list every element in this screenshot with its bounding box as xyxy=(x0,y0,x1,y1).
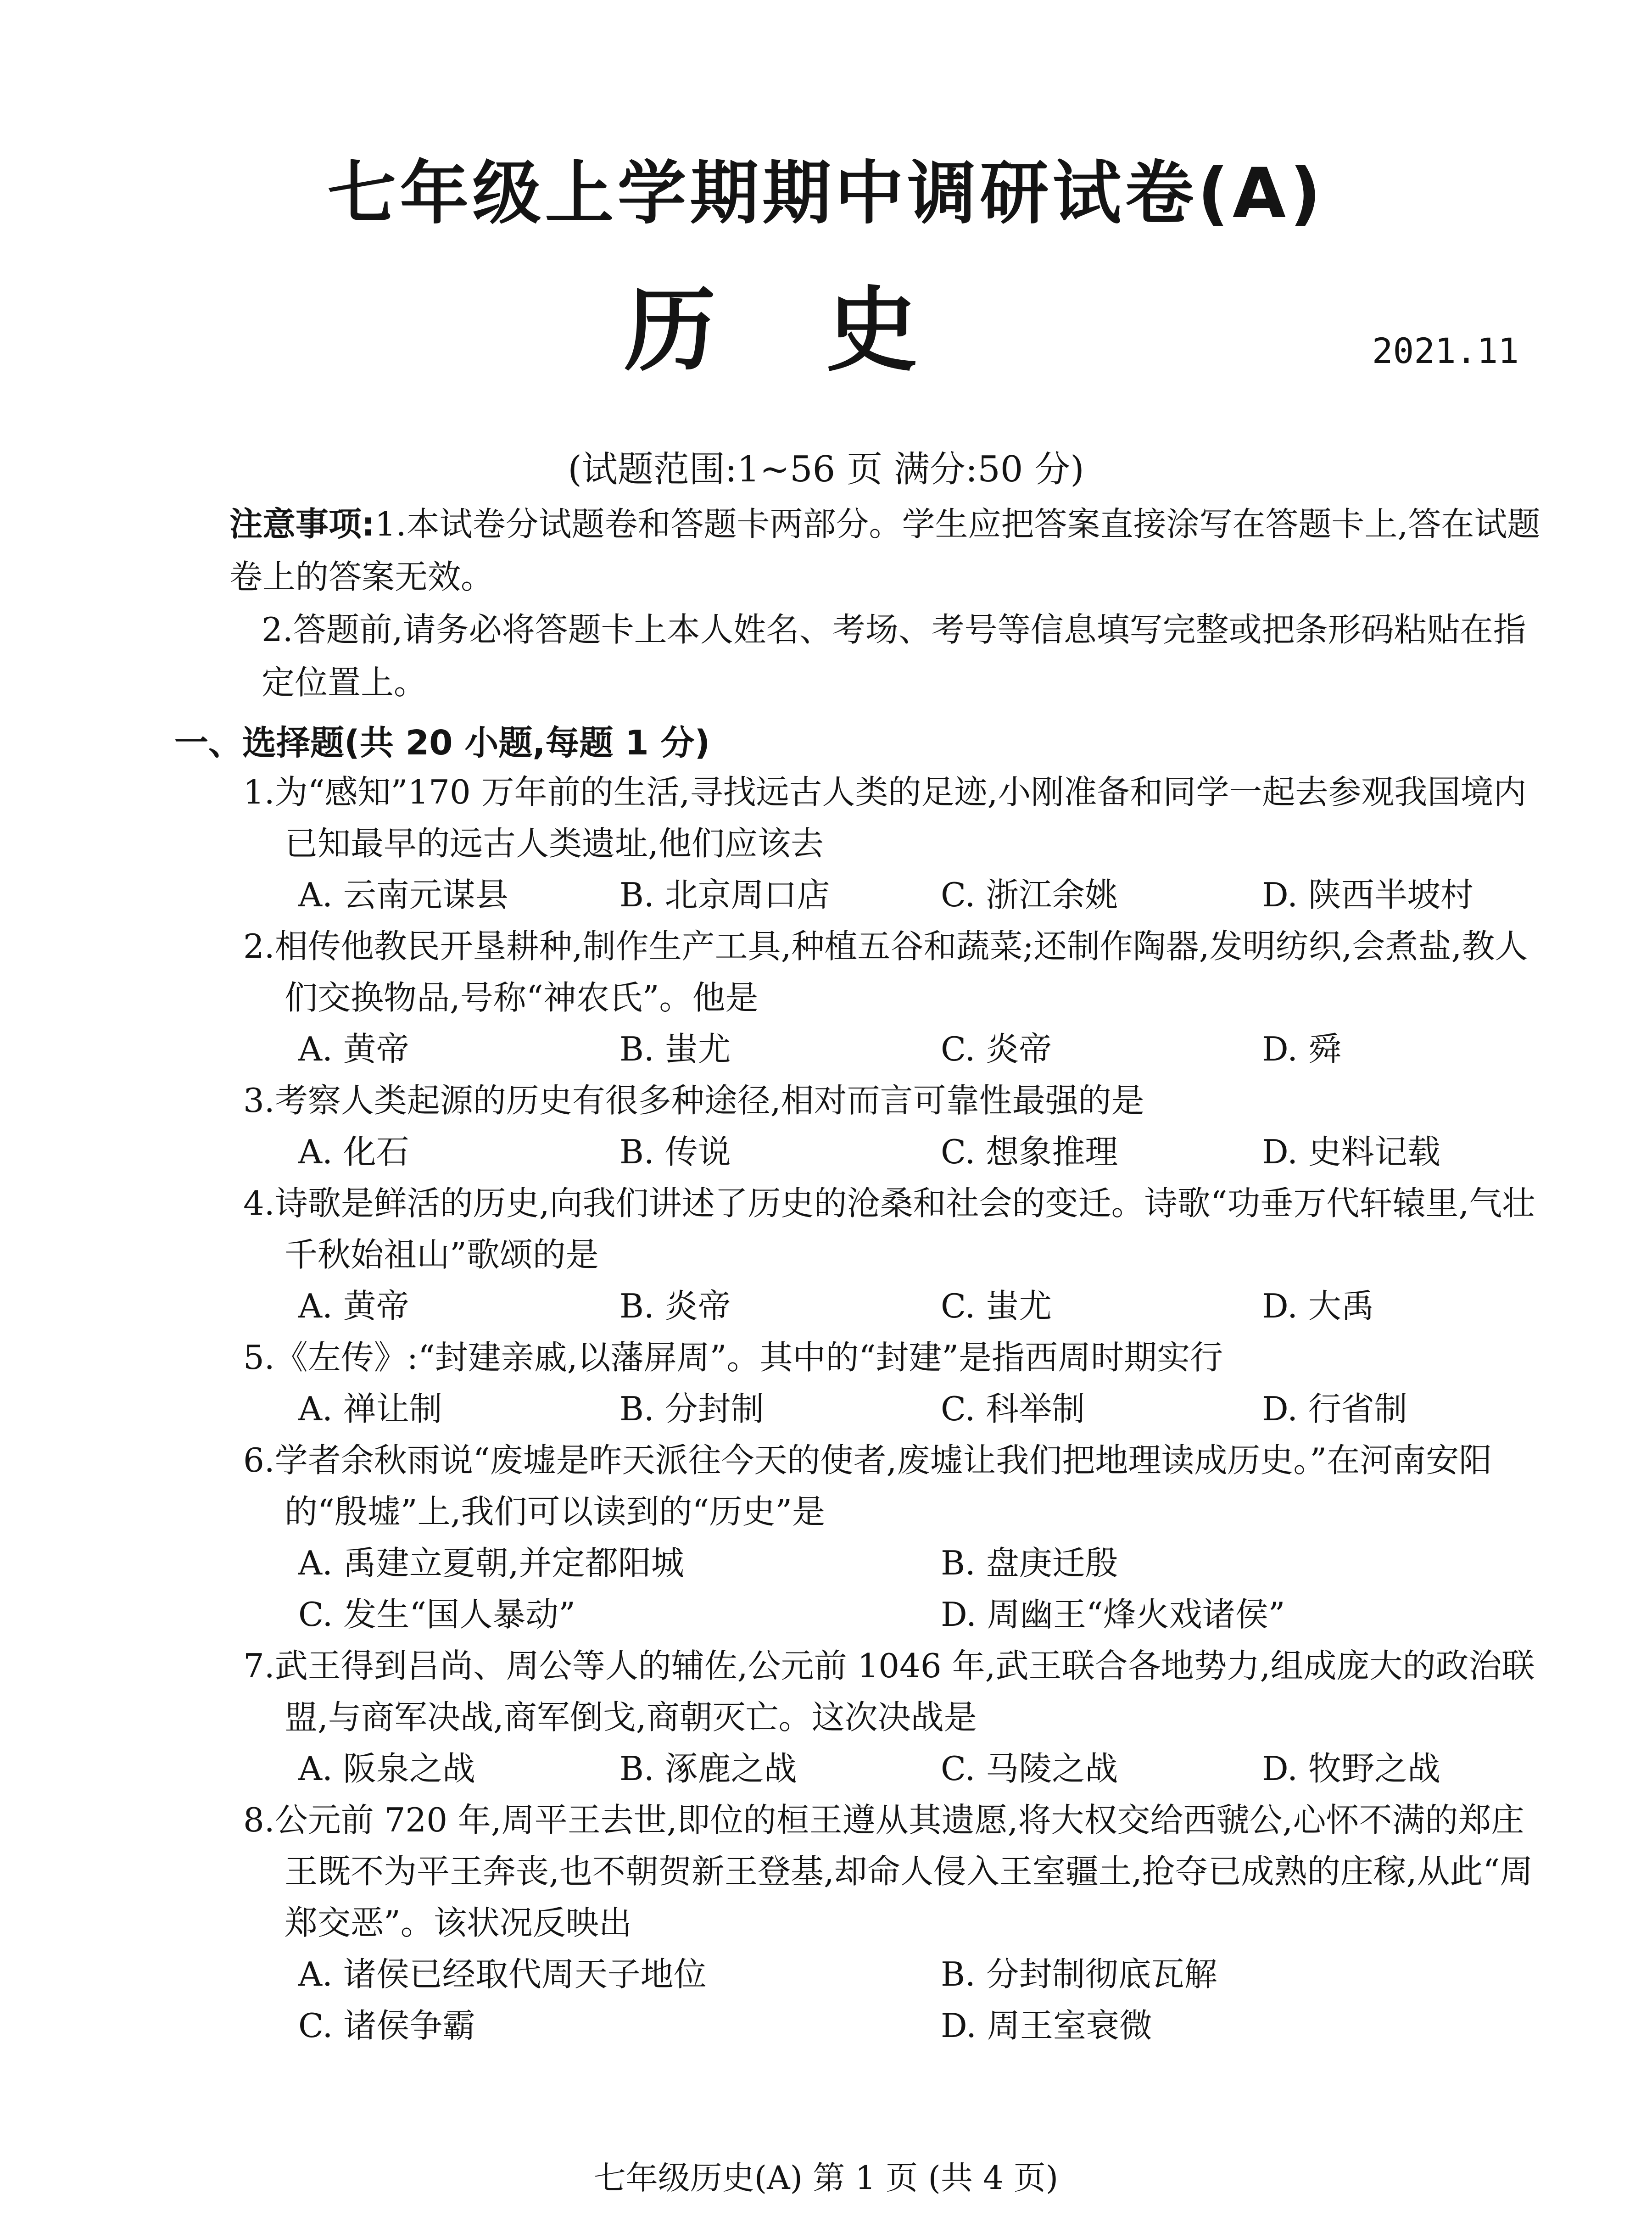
option-c: C. 想象推理 xyxy=(941,1133,1118,1171)
question-stem: 7.武王得到吕尚、周公等人的辅佐,公元前 1046 年,武王联合各地势力,组成庞大的政治联盟,与商军决战,商军倒戈,商朝灭亡。这次决战是 xyxy=(243,1647,1535,1736)
option-b: B. 炎帝 xyxy=(620,1287,731,1325)
option-row xyxy=(243,1383,1542,1435)
option-a: A. 黄帝 xyxy=(298,1287,409,1325)
note-1-text: 1.本试卷分试题卷和答题卡两部分。学生应把答案直接涂写在答题卡上,答在试题卷上的答案无效。 xyxy=(229,505,1540,596)
question-3 xyxy=(243,1075,1542,1178)
option-d: D. 舜 xyxy=(1262,1030,1341,1068)
question-8 xyxy=(243,1794,1542,2051)
option-c: C. 发生“国人暴动” xyxy=(298,1595,575,1634)
option-b: B. 涿鹿之战 xyxy=(620,1749,797,1788)
question-stem: 5.《左传》:“封建亲戚,以藩屏周”。其中的“封建”是指西周时期实行 xyxy=(243,1338,1223,1377)
option-b: B. 分封制 xyxy=(620,1390,764,1428)
option-row xyxy=(243,1280,1542,1332)
question-stem: 3.考察人类起源的历史有很多种途径,相对而言可靠性最强的是 xyxy=(243,1081,1144,1120)
question-stem: 8.公元前 720 年,周平王去世,即位的桓王遵从其遗愿,将大权交给西虢公,心怀不满的郑庄王既不为平王奔丧,也不朝贺新王登基,却命人侵入王室疆土,抢夺已成熟的庄稼,从此“周郑交恶”。该状况反映出 xyxy=(243,1801,1533,1942)
option-b: B. 盘庚迁殷 xyxy=(941,1544,1118,1582)
option-d: D. 行省制 xyxy=(1262,1390,1407,1428)
option-c: C. 浙江余姚 xyxy=(941,876,1118,914)
option-a: A. 黄帝 xyxy=(298,1030,409,1068)
option-row xyxy=(243,1948,1542,2051)
section-heading: 一、选择题(共 20 小题,每题 1 分) xyxy=(174,723,710,763)
exam-date: 2021.11 xyxy=(1372,330,1519,371)
option-d: D. 陕西半坡村 xyxy=(1262,876,1473,914)
question-6 xyxy=(243,1435,1542,1640)
option-c: C. 科举制 xyxy=(941,1390,1085,1428)
option-b: B. 蚩尤 xyxy=(620,1030,731,1068)
subject-title: 历史 xyxy=(624,277,1028,384)
question-stem: 1.为“感知”170 万年前的生活,寻找远古人类的足迹,小刚准备和同学一起去参观我国境内已知最早的远古人类遗址,他们应该去 xyxy=(243,773,1527,863)
option-a: A. 禹建立夏朝,并定都阳城 xyxy=(298,1544,684,1582)
exam-scope: (试题范围:1~56 页 满分:50 分) xyxy=(568,449,1084,490)
option-row xyxy=(243,1537,1542,1640)
option-a: A. 云南元谋县 xyxy=(298,876,508,914)
note-item-2: 2.答题前,请务必将答题卡上本人姓名、考场、考号等信息填写完整或把条形码粘贴在指定位置上。 xyxy=(262,610,1526,702)
option-row xyxy=(243,1743,1542,1794)
question-stem: 6.学者余秋雨说“废墟是昨天派往今天的使者,废墟让我们把地理读成历史。”在河南安阳的“殷墟”上,我们可以读到的“历史”是 xyxy=(243,1441,1492,1531)
option-d: D. 大禹 xyxy=(1262,1287,1374,1325)
option-row xyxy=(243,1126,1542,1178)
question-7 xyxy=(243,1640,1542,1794)
option-row xyxy=(243,869,1542,921)
option-c: C. 马陵之战 xyxy=(941,1749,1118,1788)
question-5 xyxy=(243,1332,1542,1435)
question-list xyxy=(243,766,1542,2051)
page-footer: 七年级历史(A) 第 1 页 (共 4 页) xyxy=(593,2159,1059,2197)
notes-label: 注意事项: xyxy=(229,505,375,543)
option-c: C. 蚩尤 xyxy=(941,1287,1052,1325)
option-b: B. 传说 xyxy=(620,1133,731,1171)
option-c: C. 诸侯争霸 xyxy=(298,2006,476,2045)
exam-notes xyxy=(229,498,1542,709)
option-c: C. 炎帝 xyxy=(941,1030,1052,1068)
question-stem: 4.诗歌是鲜活的历史,向我们讲述了历史的沧桑和社会的变迁。诗歌“功垂万代轩辕里,气壮千秋始祖山”歌颂的是 xyxy=(243,1184,1535,1274)
exam-title: 七年级上学期期中调研试卷(A) xyxy=(327,154,1325,234)
option-a: A. 化石 xyxy=(298,1133,409,1171)
question-2 xyxy=(243,921,1542,1075)
option-a: A. 阪泉之战 xyxy=(298,1749,475,1788)
question-1 xyxy=(243,766,1542,921)
option-d: D. 史料记载 xyxy=(1262,1133,1440,1171)
note-item-1 xyxy=(229,498,1542,603)
option-row xyxy=(243,1023,1542,1075)
option-a: A. 禅让制 xyxy=(298,1390,442,1428)
option-b: B. 分封制彻底瓦解 xyxy=(941,1955,1217,1993)
option-d: D. 周王室衰微 xyxy=(941,2006,1152,2045)
question-4 xyxy=(243,1178,1542,1332)
option-b: B. 北京周口店 xyxy=(620,876,830,914)
option-a: A. 诸侯已经取代周天子地位 xyxy=(298,1955,707,1993)
option-d: D. 牧野之战 xyxy=(1262,1749,1440,1788)
option-d: D. 周幽王“烽火戏诸侯” xyxy=(941,1595,1285,1634)
question-stem: 2.相传他教民开垦耕种,制作生产工具,种植五谷和蔬菜;还制作陶器,发明纺织,会煮盐,教人们交换物品,号称“神农氏”。他是 xyxy=(243,927,1528,1017)
